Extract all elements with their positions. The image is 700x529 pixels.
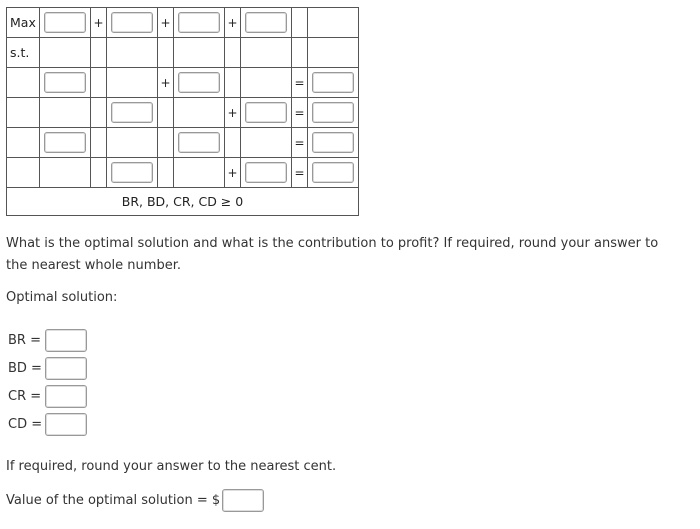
optimal-solution-heading: Optimal solution: xyxy=(6,290,118,305)
objective-coef-bd-input[interactable] xyxy=(111,12,153,33)
equals-sign: = xyxy=(292,158,308,188)
c4-coef-cd-input[interactable] xyxy=(245,162,287,183)
nonnegativity-row xyxy=(7,188,359,216)
c3-coef-cr-input[interactable] xyxy=(178,132,220,153)
optimal-value-input[interactable] xyxy=(222,489,264,512)
objective-row xyxy=(7,8,359,38)
optimal-value-label: Value of the optimal solution = $ xyxy=(6,493,221,508)
constraint-row-1 xyxy=(7,68,359,98)
c3-coef-br-input[interactable] xyxy=(44,132,86,153)
c4-coef-bd-input[interactable] xyxy=(111,162,153,183)
bd-label: BD = xyxy=(8,361,42,376)
question-text: What is the optimal solution and what is the contribution to profit? If required, round your answer to the nearest whole number. xyxy=(6,236,659,273)
objective-coef-cr-input[interactable] xyxy=(178,12,220,33)
c2-coef-bd-input[interactable] xyxy=(111,102,153,123)
constraint-row-2 xyxy=(7,98,359,128)
c2-coef-cd-input[interactable] xyxy=(245,102,287,123)
objective-coef-cd-input[interactable] xyxy=(245,12,287,33)
plus-sign: + xyxy=(91,8,107,38)
cr-answer-input[interactable] xyxy=(45,385,87,408)
br-answer-input[interactable] xyxy=(45,329,87,352)
constraint-row-4 xyxy=(7,158,359,188)
plus-sign: + xyxy=(225,8,241,38)
c1-coef-br-input[interactable] xyxy=(44,72,86,93)
equals-sign: = xyxy=(292,128,308,158)
bd-answer-input[interactable] xyxy=(45,357,87,380)
rounding-note: If required, round your answer to the nearest cent. xyxy=(6,459,337,474)
c1-coef-cr-input[interactable] xyxy=(178,72,220,93)
c3-rhs-input[interactable] xyxy=(312,132,354,153)
subject-to-row xyxy=(7,38,359,68)
plus-sign: + xyxy=(225,98,241,128)
c4-rhs-input[interactable] xyxy=(312,162,354,183)
plus-sign: + xyxy=(158,8,174,38)
constraints-label: s.t. xyxy=(7,38,40,68)
constraint-row-3 xyxy=(7,128,359,158)
c1-rhs-input[interactable] xyxy=(312,72,354,93)
nonnegativity-text: BR, BD, CR, CD ≥ 0 xyxy=(7,188,359,216)
cd-answer-input[interactable] xyxy=(45,413,87,436)
equals-sign: = xyxy=(292,68,308,98)
objective-label: Max xyxy=(7,8,40,38)
objective-coef-br-input[interactable] xyxy=(44,12,86,33)
c2-rhs-input[interactable] xyxy=(312,102,354,123)
br-label: BR = xyxy=(8,333,41,348)
cr-label: CR = xyxy=(8,389,42,404)
equals-sign: = xyxy=(292,98,308,128)
plus-sign: + xyxy=(225,158,241,188)
lp-model-table xyxy=(6,7,359,216)
plus-sign: + xyxy=(158,68,174,98)
cd-label: CD = xyxy=(8,417,43,432)
